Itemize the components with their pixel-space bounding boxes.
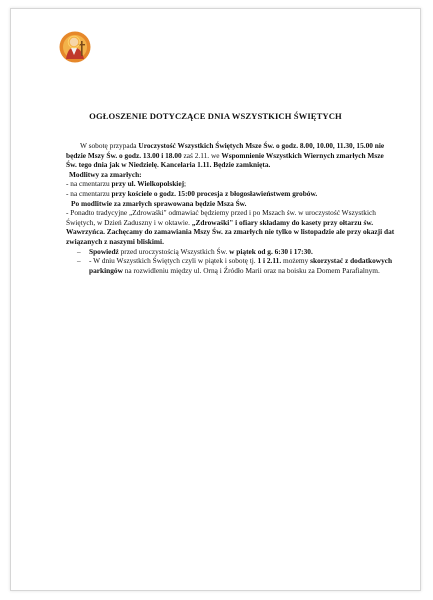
- saint-emblem-icon: [59, 31, 91, 63]
- text-run-bold: przy ul. Wielkopolskiej: [111, 179, 185, 189]
- paragraph-mass-schedule: [66, 141, 396, 170]
- text-run: przed uroczystością Wszystkich Św.: [118, 246, 230, 256]
- bullet-dash: –: [77, 256, 81, 266]
- text-run-bold: „Zdrowaśki" i ofiary składamy do kasety przy ołtarzu św. Wawrzyńca. Zachęcamy do zamawiania Mszy Św. za zmarłych nie tylko w listopadzie ale przy okazji dat związanych z naszymi bliskimi.: [66, 217, 395, 246]
- document-title: OGŁOSZENIE DOTYCZĄCE DNIA WSZYSTKICH ŚWIĘTYCH: [89, 111, 342, 121]
- prayer-mass-note: Po modlitwie za zmarłych sprawowana będzie Msza Św.: [71, 198, 247, 208]
- prayer-line-wielkopolska: [66, 179, 396, 189]
- document-page: [10, 8, 421, 591]
- list-item-confession: [66, 247, 396, 257]
- text-run-bold: Uroczystość Wszystkich Świętych Msze Św. o godz. 8.00, 10.00, 11.30, 15.00 nie będzie Mszy Św. o godz. 13.00 i 18.00: [66, 141, 385, 160]
- document-body: [66, 141, 396, 275]
- prayers-header: Modlitwy za zmarłych:: [69, 169, 142, 179]
- text-run: - na cmentarzu: [66, 179, 112, 189]
- text-run-bold: przy kościele o godz. 15:00 procesja z błogosławieństwem grobów.: [111, 188, 318, 198]
- bullet-dash: –: [77, 246, 81, 256]
- paragraph-zdrowaski: [66, 208, 396, 246]
- text-run-bold: w piątek od g. 6:30 i 17:30.: [229, 246, 313, 256]
- text-run-bold: 1 i 2.11.: [257, 256, 282, 266]
- text-run-bold: skorzystać z dodatkowych parkingów: [89, 256, 393, 275]
- text-run: zaś 2.11. we: [181, 150, 222, 160]
- text-run-bold: Wspomnienie Wszystkich Wiernych zmarłych Msze Św. tego dnia jak w Niedzielę. Kancelaria 1.11. Będzie zamknięta.: [66, 150, 384, 170]
- text-run: - W dniu Wszystkich Świętych czyli w piątek i sobotę tj.: [89, 256, 258, 266]
- text-run: - na cmentarzu: [66, 188, 112, 198]
- text-run: na rozwidleniu między ul. Orną i Źródło Marii oraz na boisku za Domem Parafialnym.: [122, 265, 380, 275]
- prayer-line-church: [66, 189, 396, 199]
- text-run: ;: [184, 179, 187, 189]
- text-run: - Ponadto tradycyjne „Zdrowaśki" odmawiać będziemy przed i po Mszach św. w uroczystość Wszystkich Świętych, w Dzień Zaduszny i w oktawie.: [66, 208, 376, 227]
- list-item-text: [89, 256, 396, 275]
- text-run: W sobotę przypada: [80, 141, 139, 150]
- list-item-text: [89, 247, 396, 257]
- list-item-parking: [66, 256, 396, 275]
- text-run: możemy: [281, 256, 311, 266]
- text-run-bold: Spowiedź: [89, 246, 119, 256]
